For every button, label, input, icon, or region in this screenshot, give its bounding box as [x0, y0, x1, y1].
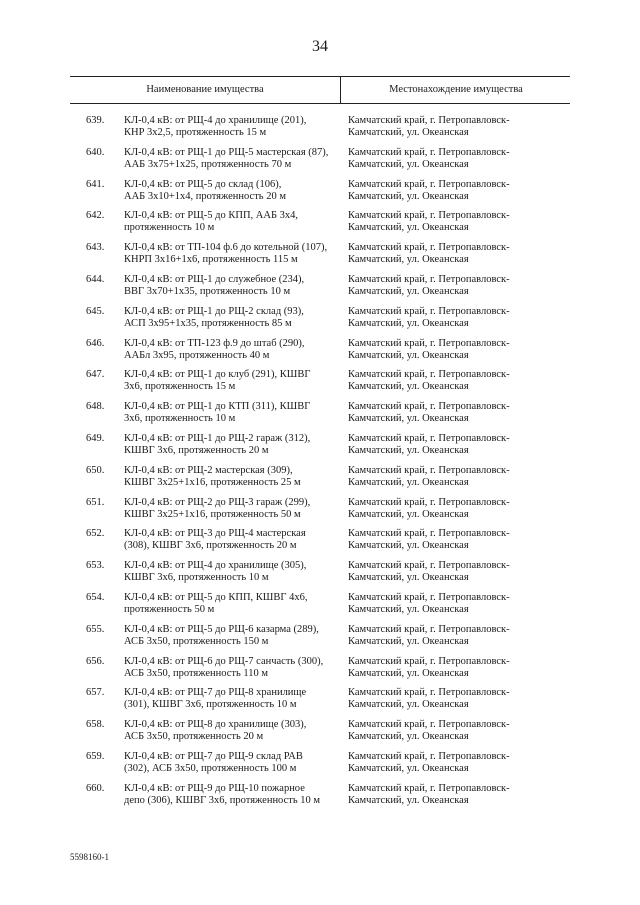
property-name	[124, 719, 339, 743]
property-location-line: Камчатский, ул. Океанская	[348, 540, 469, 552]
row-number: 659.	[86, 750, 105, 762]
property-location-line: Камчатский, ул. Океанская	[348, 158, 469, 170]
property-location-line: Камчатский край, г. Петропавловск-	[348, 655, 510, 667]
table-row	[0, 656, 640, 688]
row-number: 657.	[86, 687, 105, 699]
property-name-line: КНРП 3х16+1х6, протяженность 115 м	[124, 254, 298, 266]
property-location-line: Камчатский, ул. Океанская	[348, 635, 469, 647]
table-row	[0, 242, 640, 274]
property-name	[124, 115, 339, 139]
property-location	[348, 465, 548, 489]
table-row	[0, 687, 640, 719]
row-number: 645.	[86, 305, 105, 317]
property-name	[124, 624, 339, 648]
property-name-line: КЛ-0,4 кВ: от РЩ-7 до РЩ-9 склад РАВ	[124, 750, 303, 762]
row-number: 651.	[86, 496, 105, 508]
property-location	[348, 179, 548, 203]
property-location-line: Камчатский, ул. Океанская	[348, 794, 469, 806]
property-location-line: Камчатский, ул. Океанская	[348, 731, 469, 743]
property-name-line: КШВГ 3х6, протяженность 20 м	[124, 444, 269, 456]
property-name	[124, 433, 339, 457]
property-name-line: КЛ-0,4 кВ: от РЩ-1 до РЩ-2 склад (93),	[124, 305, 304, 317]
property-name	[124, 401, 339, 425]
property-name	[124, 560, 339, 584]
table-row	[0, 592, 640, 624]
property-name-line: ААБ 3х10+1х4, протяженность 20 м	[124, 190, 286, 202]
table-row	[0, 719, 640, 751]
property-name	[124, 210, 339, 234]
property-location-line: Камчатский, ул. Океанская	[348, 603, 469, 615]
property-name	[124, 656, 339, 680]
property-location-line: Камчатский край, г. Петропавловск-	[348, 273, 510, 285]
property-name-line: АСП 3х95+1х35, протяженность 85 м	[124, 317, 292, 329]
property-name-line: КЛ-0,4 кВ: от РЩ-1 до клуб (291), КШВГ	[124, 369, 311, 381]
property-location-line: Камчатский, ул. Океанская	[348, 381, 469, 393]
property-name-line: АСБ 3х50, протяженность 110 м	[124, 667, 269, 679]
property-location-line: Камчатский, ул. Океанская	[348, 762, 469, 774]
row-number: 646.	[86, 337, 105, 349]
property-name	[124, 751, 339, 775]
property-location	[348, 560, 548, 584]
row-number: 643.	[86, 242, 105, 254]
table-row	[0, 783, 640, 815]
row-number: 639.	[86, 115, 105, 126]
table-row	[0, 338, 640, 370]
property-location-line: Камчатский, ул. Океанская	[348, 127, 469, 138]
property-location-line: Камчатский, ул. Океанская	[348, 699, 469, 711]
property-location-line: Камчатский край, г. Петропавловск-	[348, 242, 510, 254]
property-name-line: КЛ-0,4 кВ: от РЩ-2 до РЩ-3 гараж (299),	[124, 496, 311, 508]
property-name	[124, 465, 339, 489]
property-name	[124, 179, 339, 203]
property-name-line: КЛ-0,4 кВ: от ТП-123 ф.9 до штаб (290),	[124, 337, 305, 349]
property-location-line: Камчатский край, г. Петропавловск-	[348, 591, 510, 603]
property-location-line: Камчатский край, г. Петропавловск-	[348, 464, 510, 476]
property-name-line: ВВГ 3х70+1х35, протяженность 10 м	[124, 285, 291, 297]
property-location-line: Камчатский край, г. Петропавловск-	[348, 750, 510, 762]
property-location-line: Камчатский, ул. Океанская	[348, 572, 469, 584]
property-location	[348, 656, 548, 680]
property-name	[124, 274, 339, 298]
property-name-line: КЛ-0,4 кВ: от РЩ-3 до РЩ-4 мастерская	[124, 528, 306, 540]
header-name-column: Наименование имущества	[146, 84, 264, 95]
table-row	[0, 306, 640, 338]
property-name-line: КЛ-0,4 кВ: от РЩ-2 мастерская (309),	[124, 464, 293, 476]
property-location	[348, 783, 548, 807]
property-location-line: Камчатский край, г. Петропавловск-	[348, 210, 510, 222]
property-name-line: КЛ-0,4 кВ: от РЩ-8 до хранилище (303),	[124, 719, 307, 731]
property-location-line: Камчатский, ул. Океанская	[348, 508, 469, 520]
property-name	[124, 528, 339, 552]
property-name	[124, 369, 339, 393]
property-name	[124, 338, 339, 362]
property-name-line: КШВГ 3х25+1х16, протяженность 50 м	[124, 508, 301, 520]
property-name-line: депо (306), КШВГ 3х6, протяженность 10 м	[124, 794, 321, 806]
property-location	[348, 210, 548, 234]
table-row	[0, 115, 640, 147]
property-location-line: Камчатский, ул. Океанская	[348, 476, 469, 488]
property-location-line: Камчатский, ул. Океанская	[348, 444, 469, 456]
property-name	[124, 147, 339, 171]
property-name-line: КЛ-0,4 кВ: от РЩ-5 до склад (106),	[124, 178, 282, 190]
row-number: 650.	[86, 464, 105, 476]
table-row	[0, 433, 640, 465]
property-name-line: протяженность 50 м	[124, 603, 215, 615]
row-number: 642.	[86, 210, 105, 222]
property-location-line: Камчатский, ул. Океанская	[348, 222, 469, 234]
table-row	[0, 751, 640, 783]
property-location-line: Камчатский край, г. Петропавловск-	[348, 528, 510, 540]
property-name-line: КЛ-0,4 кВ: от РЩ-1 до служебное (234),	[124, 273, 305, 285]
property-location-line: Камчатский край, г. Петропавловск-	[348, 115, 510, 126]
property-name	[124, 497, 339, 521]
property-name-line: КШВГ 3х25+1х16, протяженность 25 м	[124, 476, 301, 488]
property-location	[348, 115, 548, 139]
property-name-line: КШВГ 3х6, протяженность 10 м	[124, 572, 269, 584]
property-location	[348, 338, 548, 362]
property-name-line: 3х6, протяженность 15 м	[124, 381, 236, 393]
property-location-line: Камчатский край, г. Петропавловск-	[348, 337, 510, 349]
property-location	[348, 242, 548, 266]
property-location-line: Камчатский край, г. Петропавловск-	[348, 401, 510, 413]
property-location	[348, 687, 548, 711]
property-location-line: Камчатский, ул. Океанская	[348, 317, 469, 329]
table-row	[0, 401, 640, 433]
property-location-line: Камчатский, ул. Океанская	[348, 190, 469, 202]
property-name-line: КЛ-0,4 кВ: от РЩ-1 до КТП (311), КШВГ	[124, 401, 311, 413]
property-location	[348, 433, 548, 457]
property-location-line: Камчатский край, г. Петропавловск-	[348, 496, 510, 508]
property-name-line: 3х6, протяженность 10 м	[124, 413, 236, 425]
property-location-line: Камчатский край, г. Петропавловск-	[348, 623, 510, 635]
table-row	[0, 497, 640, 529]
property-location	[348, 592, 548, 616]
property-location	[348, 401, 548, 425]
row-number: 652.	[86, 528, 105, 540]
property-name-line: ААБл 3х95, протяженность 40 м	[124, 349, 270, 361]
row-number: 649.	[86, 432, 105, 444]
table-row	[0, 210, 640, 242]
property-name-line: (308), КШВГ 3х6, протяженность 20 м	[124, 540, 297, 552]
property-name-line: АСБ 3х50, протяженность 150 м	[124, 635, 269, 647]
property-location	[348, 719, 548, 743]
row-number: 640.	[86, 146, 105, 158]
property-location-line: Камчатский, ул. Океанская	[348, 349, 469, 361]
property-location-line: Камчатский край, г. Петропавловск-	[348, 305, 510, 317]
property-location	[348, 751, 548, 775]
table-row	[0, 147, 640, 179]
property-name-line: КЛ-0,4 кВ: от РЩ-1 до РЩ-2 гараж (312),	[124, 432, 311, 444]
property-name-line: ААБ 3х75+1х25, протяженность 70 м	[124, 158, 292, 170]
property-name	[124, 242, 339, 266]
property-location-line: Камчатский край, г. Петропавловск-	[348, 146, 510, 158]
row-number: 647.	[86, 369, 105, 381]
row-number: 655.	[86, 623, 105, 635]
property-name	[124, 306, 339, 330]
property-name-line: протяженность 10 м	[124, 222, 215, 234]
row-number: 653.	[86, 560, 105, 572]
property-name-line: КЛ-0,4 кВ: от РЩ-9 до РЩ-10 пожарное	[124, 782, 305, 794]
header-location-column: Местонахождение имущества	[340, 77, 571, 103]
property-name-line: КЛ-0,4 кВ: от РЩ-5 до РЩ-6 казарма (289),	[124, 623, 319, 635]
property-name-line: (301), КШВГ 3х6, протяженность 10 м	[124, 699, 297, 711]
property-location	[348, 369, 548, 393]
property-location	[348, 528, 548, 552]
row-number: 658.	[86, 719, 105, 731]
row-number: 648.	[86, 401, 105, 413]
property-location	[348, 274, 548, 298]
property-location-line: Камчатский, ул. Океанская	[348, 254, 469, 266]
table-row	[0, 560, 640, 592]
property-location	[348, 147, 548, 171]
table-row	[0, 274, 640, 306]
property-name	[124, 783, 339, 807]
property-location-line: Камчатский, ул. Океанская	[348, 413, 469, 425]
table-row	[0, 465, 640, 497]
property-name	[124, 687, 339, 711]
property-name-line: КЛ-0,4 кВ: от РЩ-6 до РЩ-7 санчасть (300),	[124, 655, 324, 667]
property-name-line: КЛ-0,4 кВ: от РЩ-1 до РЩ-5 мастерская (87),	[124, 146, 329, 158]
property-location-line: Камчатский, ул. Океанская	[348, 285, 469, 297]
property-location-line: Камчатский край, г. Петропавловск-	[348, 687, 510, 699]
row-number: 654.	[86, 591, 105, 603]
property-location	[348, 306, 548, 330]
table-row	[0, 179, 640, 211]
property-name-line: КЛ-0,4 кВ: от ТП-104 ф.6 до котельной (107),	[124, 242, 328, 254]
row-number: 660.	[86, 782, 105, 794]
row-number: 641.	[86, 178, 105, 190]
table-row	[0, 369, 640, 401]
property-location	[348, 497, 548, 521]
property-location	[348, 624, 548, 648]
property-location-line: Камчатский край, г. Петропавловск-	[348, 782, 510, 794]
document-code: 5598160-1	[70, 852, 109, 862]
row-number: 656.	[86, 655, 105, 667]
table-row	[0, 528, 640, 560]
table-header	[70, 76, 570, 104]
page-number: 34	[312, 38, 328, 55]
property-name-line: КЛ-0,4 кВ: от РЩ-4 до хранилище (201),	[124, 115, 307, 126]
property-name-line: КЛ-0,4 кВ: от РЩ-4 до хранилище (305),	[124, 560, 307, 572]
table-row	[0, 624, 640, 656]
property-name-line: КЛ-0,4 кВ: от РЩ-7 до РЩ-8 хранилище	[124, 687, 307, 699]
property-location-line: Камчатский край, г. Петропавловск-	[348, 178, 510, 190]
table-body	[0, 115, 640, 815]
property-location-line: Камчатский край, г. Петропавловск-	[348, 369, 510, 381]
property-name-line: КЛ-0,4 кВ: от РЩ-5 до КПП, ААБ 3х4,	[124, 210, 298, 222]
property-name-line: КЛ-0,4 кВ: от РЩ-5 до КПП, КШВГ 4х6,	[124, 591, 308, 603]
property-name-line: АСБ 3х50, протяженность 20 м	[124, 731, 264, 743]
property-name-line: КНР 3х2,5, протяженность 15 м	[124, 127, 267, 138]
property-name-line: (302), АСБ 3х50, протяженность 100 м	[124, 762, 297, 774]
property-location-line: Камчатский, ул. Океанская	[348, 667, 469, 679]
property-location-line: Камчатский край, г. Петропавловск-	[348, 432, 510, 444]
row-number: 644.	[86, 273, 105, 285]
property-name	[124, 592, 339, 616]
property-location-line: Камчатский край, г. Петропавловск-	[348, 719, 510, 731]
property-location-line: Камчатский край, г. Петропавловск-	[348, 560, 510, 572]
